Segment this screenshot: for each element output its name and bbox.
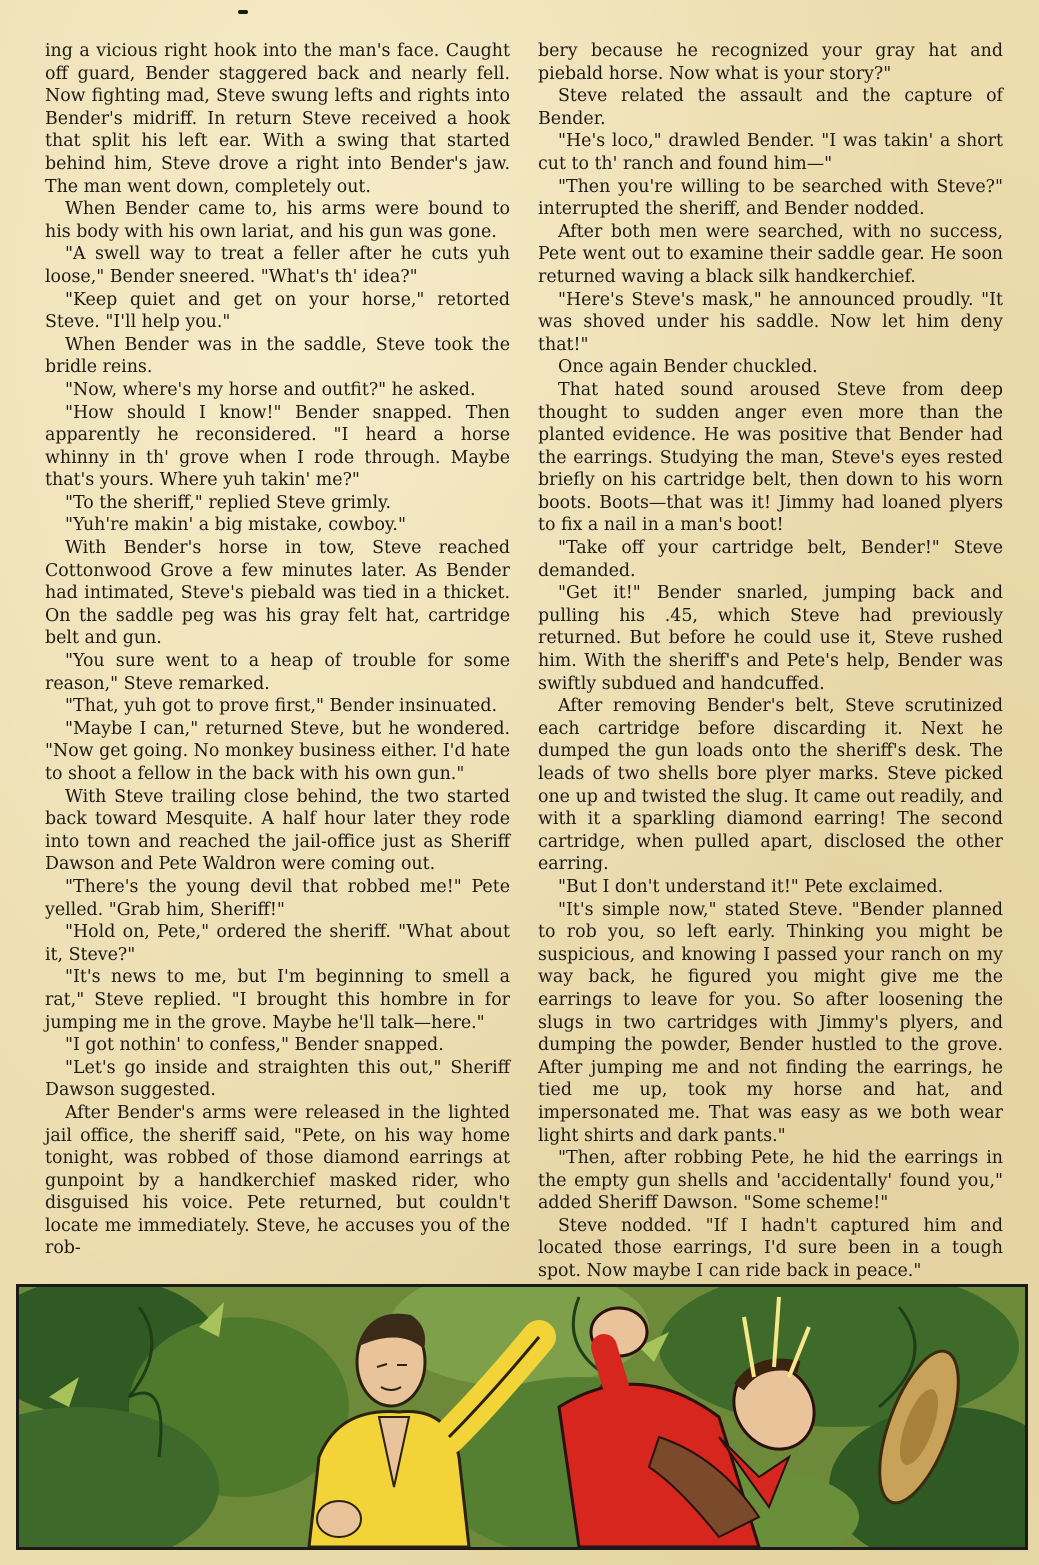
paragraph: "Now, where's my horse and outfit?" he asked.: [65, 379, 476, 400]
illustration-panel: [16, 1284, 1028, 1550]
paragraph: "He's loco," drawled Bender. "I was takin' a short cut to th' ranch and found him—": [538, 131, 1003, 174]
paragraph: "Hold on, Pete," ordered the sheriff. "What about it, Steve?": [45, 922, 510, 965]
paragraph: "Get it!" Bender snarled, jumping back and pulling his .45, which Steve had previously returned. But before he could use it, Steve rushed him. With the sheriff's and Pete's help, Bender was swiftly subdued and handcuffed.: [538, 583, 1003, 694]
paragraph: "It's news to me, but I'm beginning to smell a rat," Steve replied. "I brought this hombre in for jumping me in the grove. Maybe he'll talk—here.": [45, 967, 510, 1033]
paragraph: After both men were searched, with no success, Pete went out to examine their saddle gear. He soon returned waving a black silk handkerchief.: [538, 221, 1003, 287]
paragraph: "Here's Steve's mask," he announced proudly. "It was shoved under his saddle. Now let him deny that!": [538, 289, 1003, 355]
paragraph: "Maybe I can," returned Steve, but he wondered. "Now get going. No monkey business either. I'd hate to shoot a fellow in the back with his own gun.": [45, 718, 510, 784]
paragraph: "It's simple now," stated Steve. "Bender planned to rob you, so left early. Thinking you might be suspicious, and knowing I passed your ranch on my way back, he figured you might give me the earrings to leave for you. So after loosening the slugs in two cartridges with Jimmy's plyers, and dumping the powder, Bender hustled to the grove. After jumping me and not finding the earrings, he tied me up, took my horse and hat, and impersonated me. That was easy as we both wear light shirts and dark pants.": [538, 899, 1003, 1146]
paragraph: "How should I know!" Bender snapped. Then apparently he reconsidered. "I heard a horse whinny in th' grove when I rode through. Maybe that's yours. Where yuh takin' me?": [45, 402, 510, 491]
paragraph: Steve nodded. "If I hadn't captured him and located those earrings, I'd sure been in a tough spot. Now maybe I can ride back in peace.": [538, 1215, 1003, 1282]
paragraph: "Then you're willing to be searched with Steve?" interrupted the sheriff, and Bender nodded.: [538, 176, 1003, 220]
paragraph: "I got nothin' to confess," Bender snapped.: [65, 1035, 444, 1056]
paragraph: Once again Bender chuckled.: [558, 357, 818, 378]
paragraph: Steve related the assault and the capture of Bender.: [538, 86, 1003, 129]
paragraph: With Steve trailing close behind, the two started back toward Mesquite. A half hour later they rode into town and reached the jail-office just as Sheriff Dawson and Pete Waldron were coming out.: [45, 786, 510, 875]
paragraph: "There's the young devil that robbed me!" Pete yelled. "Grab him, Sheriff!": [45, 876, 510, 920]
print-mark: [238, 10, 248, 14]
foliage: [19, 1287, 1025, 1547]
text-column-right: [538, 40, 1003, 1283]
paragraph: After Bender's arms were released in the lighted jail office, the sheriff said, "Pete, on his way home tonight, was robbed of those diamond earrings at gunpoint by a handkerchief masked rider, who disguised his voice. Pete returned, but couldn't locate me immediately. Steve, he accuses you of the rob-: [45, 1102, 510, 1259]
paragraph: "Take off your cartridge belt, Bender!" Steve demanded.: [538, 538, 1003, 581]
paragraph: ing a vicious right hook into the man's face. Caught off guard, Bender staggered back and nearly fell. Now fighting mad, Steve swung lefts and rights into Bender's midriff. In return Steve received a hook that split his left ear. With a swing that started behind him, Steve drove a right into Bender's jaw. The man went down, completely out.: [45, 41, 510, 197]
paragraph: When Bender came to, his arms were bound to his body with his own lariat, and his gun was gone.: [45, 199, 510, 242]
paragraph: When Bender was in the saddle, Steve took the bridle reins.: [45, 334, 510, 378]
paragraph: That hated sound aroused Steve from deep thought to sudden anger even more than the planted evidence. He was positive that Bender had the earrings. Studying the man, Steve's eyes rested briefly on his cartridge belt, then down to his worn boots. Boots—that was it! Jimmy had loaned plyers to fix a nail in a man's boot!: [538, 379, 1003, 536]
fight-illustration: [19, 1287, 1025, 1547]
text-column-left: [45, 40, 510, 1260]
paragraph: "A swell way to treat a feller after he cuts yuh loose," Bender sneered. "What's th' idea?": [45, 244, 510, 287]
paragraph: "Yuh're makin' a big mistake, cowboy.": [65, 515, 406, 536]
paragraph: "That, yuh got to prove first," Bender insinuated.: [65, 696, 498, 717]
paragraph: "But I don't understand it!" Pete exclaimed.: [558, 876, 944, 897]
paragraph: With Bender's horse in tow, Steve reached Cottonwood Grove a few minutes later. As Bender had intimated, Steve's piebald was tied in a thicket. On the saddle peg was his gray felt hat, cartridge belt and gun.: [45, 538, 510, 649]
paragraph: "Keep quiet and get on your horse," retorted Steve. "I'll help you.": [45, 289, 510, 333]
paragraph: "Then, after robbing Pete, he hid the earrings in the empty gun shells and 'accidentally' found you," added Sheriff Dawson. "Some scheme!": [538, 1148, 1003, 1214]
paragraph: "You sure went to a heap of trouble for some reason," Steve remarked.: [45, 651, 510, 694]
paragraph: "Let's go inside and straighten this out," Sheriff Dawson suggested.: [45, 1057, 510, 1101]
paragraph: After removing Bender's belt, Steve scrutinized each cartridge before discarding it. Next he dumped the gun loads onto the sheriff's desk. The leads of two shells bore plyer marks. Steve picked one up and twisted the slug. It came out readily, and with it a sparkling diamond earring! The second cartridge, when pulled apart, disclosed the other earring.: [538, 696, 1003, 875]
paragraph: "To the sheriff," replied Steve grimly.: [65, 492, 392, 513]
paragraph: bery because he recognized your gray hat and piebald horse. Now what is your story?": [538, 41, 1003, 84]
